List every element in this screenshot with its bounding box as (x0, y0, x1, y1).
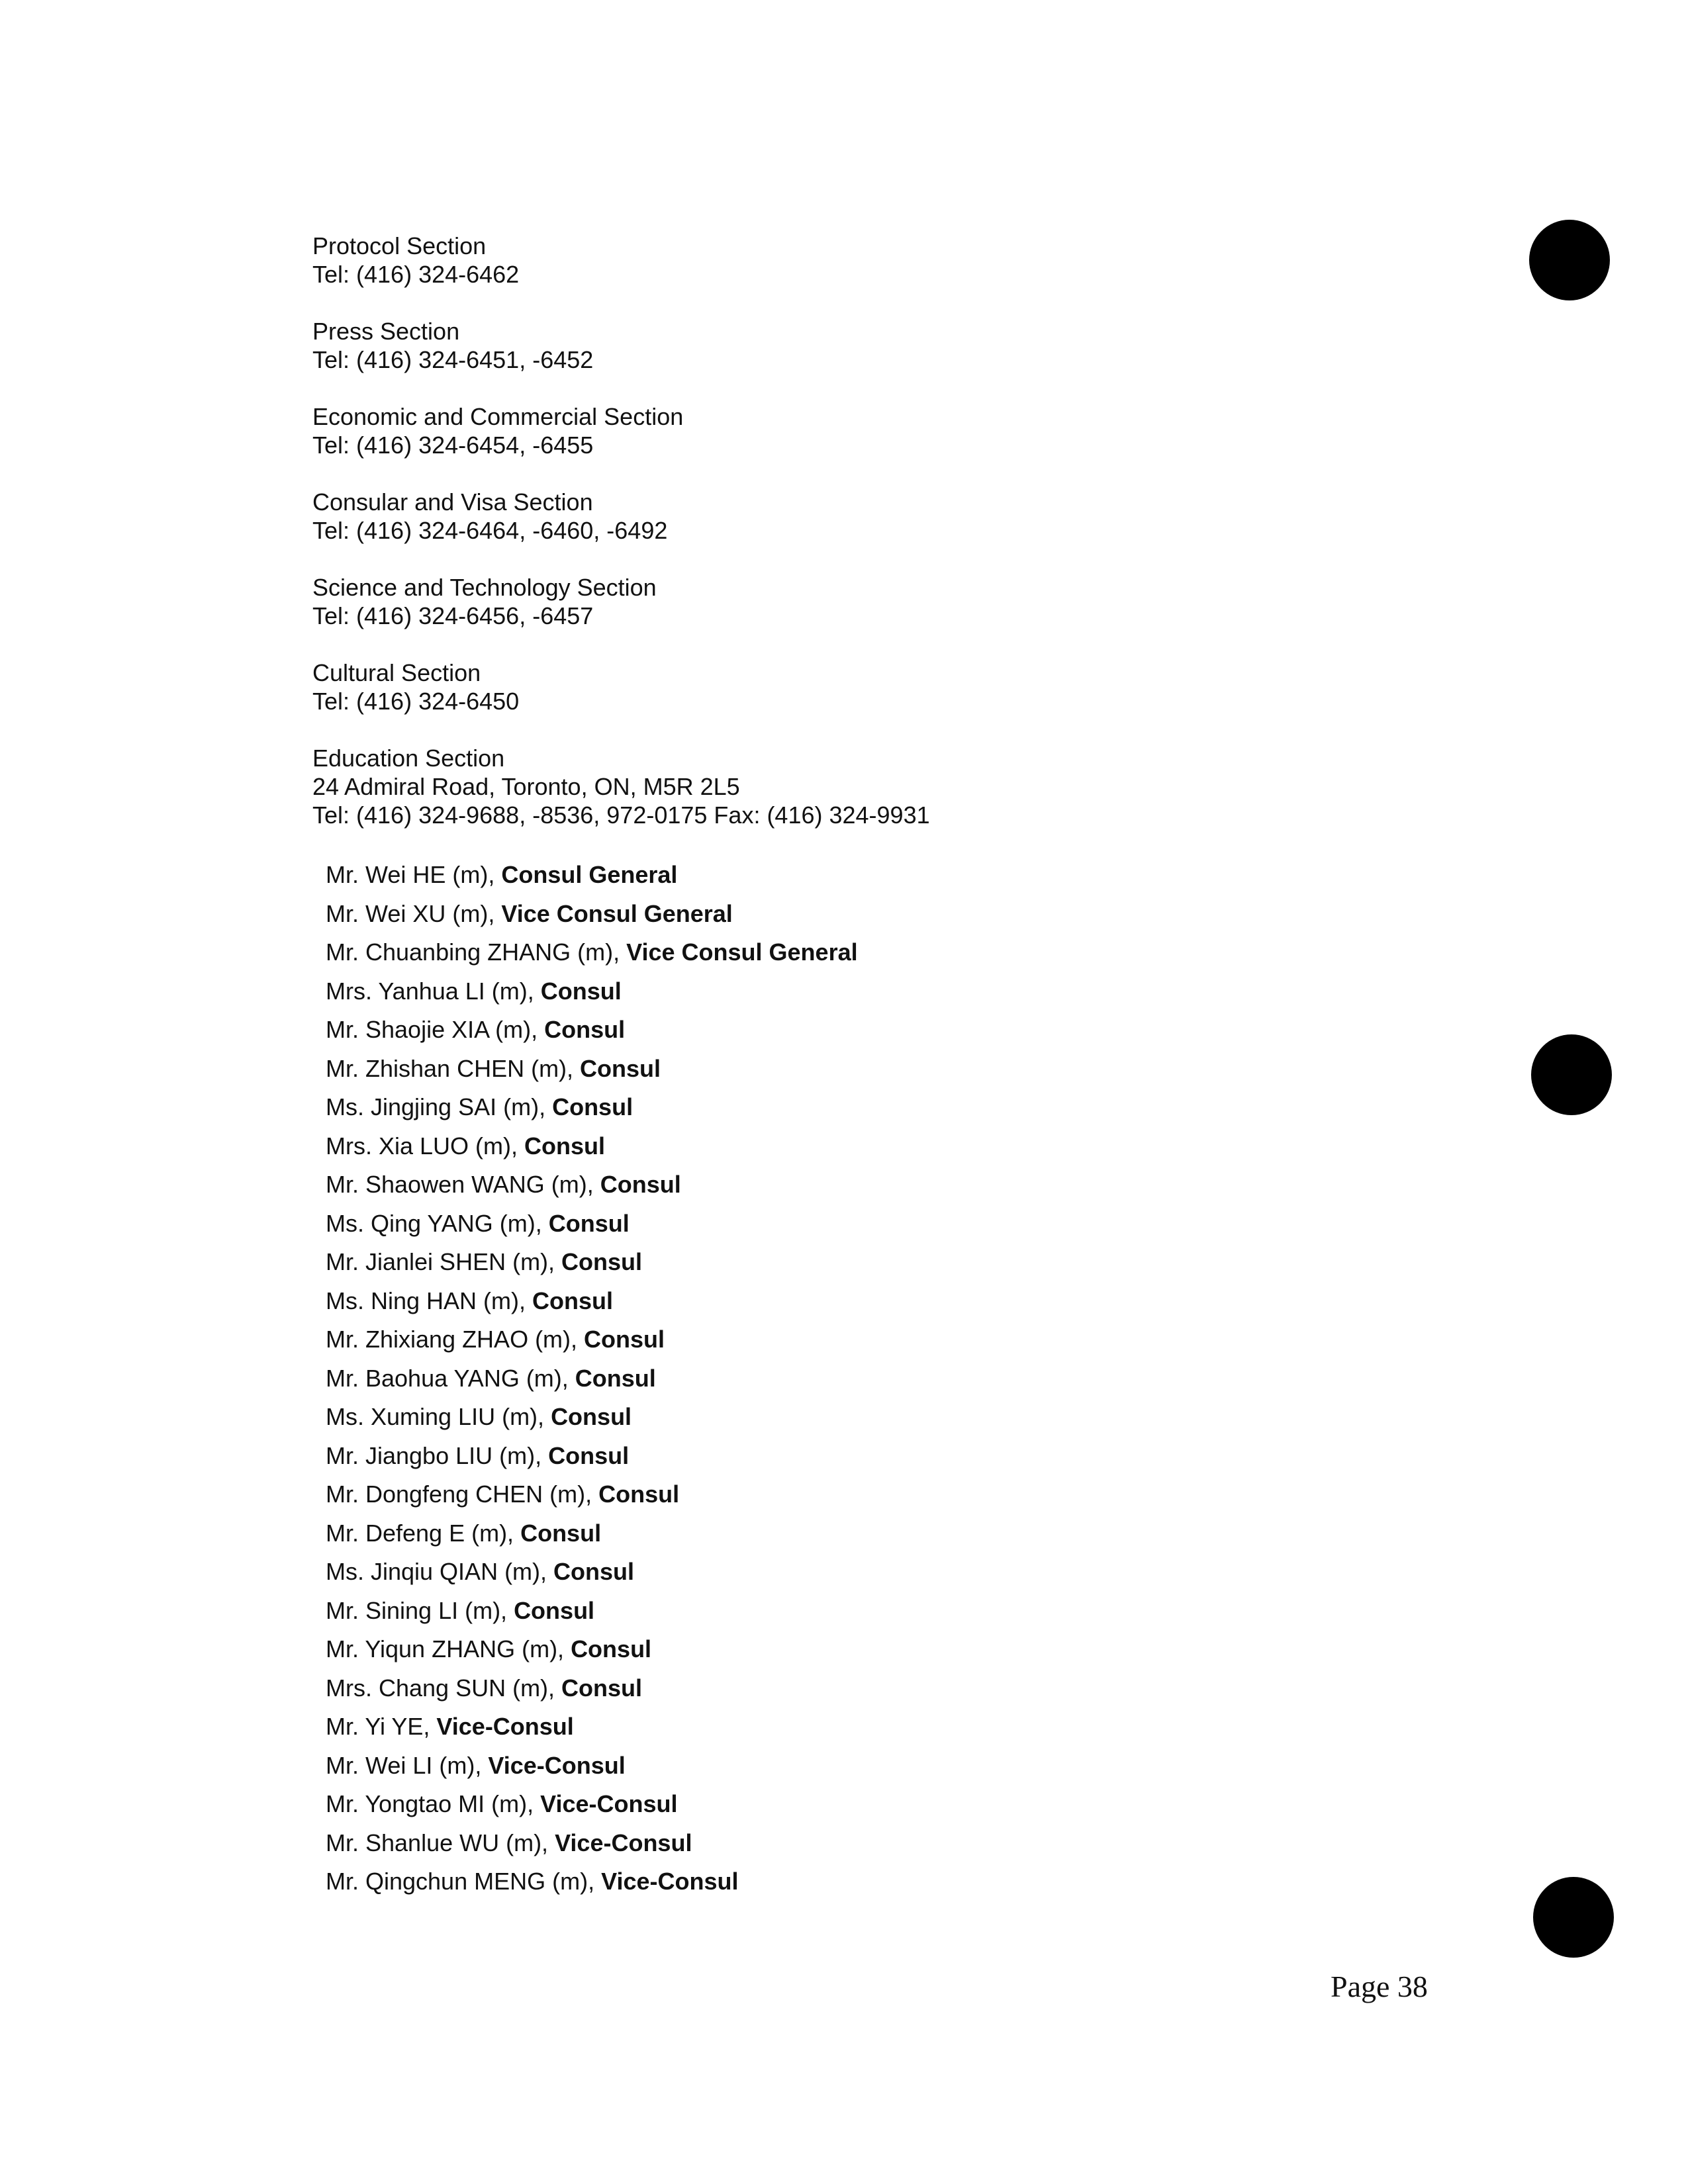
staff-title: Consul (584, 1326, 665, 1353)
cultural-section (312, 659, 1305, 715)
staff-entry (326, 1592, 1319, 1631)
staff-title: Consul (553, 1558, 635, 1585)
page-number: Page 38 (1331, 1970, 1428, 2003)
economic-commercial-section (312, 402, 1305, 459)
staff-name: Mr. Shanlue WU (m), (326, 1829, 555, 1856)
section-name: Consular and Visa Section (312, 488, 593, 516)
staff-name: Mr. Wei LI (m), (326, 1751, 489, 1779)
punch-hole-middle (1531, 1034, 1612, 1115)
section-contact-list (312, 232, 1305, 858)
staff-entry (326, 1475, 1319, 1514)
staff-name: Mrs. Chang SUN (m), (326, 1674, 562, 1702)
staff-entry (326, 1398, 1319, 1437)
staff-entry (326, 1747, 1319, 1786)
section-phone: Tel: (416) 324-6456, -6457 (312, 602, 594, 629)
staff-entry (326, 1669, 1319, 1708)
staff-entry (326, 1088, 1319, 1127)
staff-title: Consul (532, 1287, 614, 1314)
staff-name: Ms. Xuming LIU (m), (326, 1403, 551, 1430)
section-phone: Tel: (416) 324-6462 (312, 261, 520, 288)
staff-title: Vice-Consul (555, 1829, 692, 1856)
staff-name: Mr. Yi YE, (326, 1713, 437, 1740)
staff-name: Ms. Qing YANG (m), (326, 1209, 549, 1237)
staff-entry (326, 1282, 1319, 1321)
section-name: Education Section (312, 745, 505, 772)
press-section (312, 317, 1305, 374)
staff-entry (326, 1127, 1319, 1166)
staff-entry (326, 856, 1319, 895)
consular-visa-section (312, 488, 1305, 545)
staff-title: Consul (548, 1209, 630, 1237)
staff-entry (326, 1514, 1319, 1553)
section-phone: Tel: (416) 324-6464, -6460, -6492 (312, 517, 668, 544)
staff-title: Vice-Consul (488, 1751, 626, 1779)
section-name: Protocol Section (312, 232, 487, 259)
staff-title: Consul (551, 1403, 632, 1430)
staff-entry (326, 1050, 1319, 1089)
staff-title: Consul (561, 1674, 643, 1702)
staff-title: Vice-Consul (436, 1713, 574, 1740)
education-section (312, 744, 1305, 829)
staff-title: Vice-Consul (540, 1790, 678, 1817)
staff-title: Consul (548, 1441, 630, 1469)
staff-entry (326, 1707, 1319, 1747)
staff-entry (326, 1785, 1319, 1824)
staff-title: Consul (580, 1054, 661, 1082)
staff-name: Mr. Shaowen WANG (m), (326, 1171, 600, 1198)
staff-entry (326, 1437, 1319, 1476)
staff-title: Consul (575, 1364, 656, 1392)
section-address: 24 Admiral Road, Toronto, ON, M5R 2L5 (312, 773, 740, 800)
staff-title: Consul (544, 1016, 626, 1043)
staff-name: Ms. Ning HAN (m), (326, 1287, 533, 1314)
staff-entry (326, 1320, 1319, 1359)
staff-entry (326, 972, 1319, 1011)
staff-entry (326, 1824, 1319, 1863)
staff-entry (326, 1011, 1319, 1050)
staff-name: Ms. Jingjing SAI (m), (326, 1093, 553, 1120)
staff-title: Consul (524, 1132, 606, 1160)
staff-name: Mr. Baohua YANG (m), (326, 1364, 575, 1392)
staff-name: Mr. Zhixiang ZHAO (m), (326, 1326, 585, 1353)
staff-title: Consul (520, 1519, 602, 1547)
staff-title: Consul General (501, 861, 678, 888)
staff-name: Mr. Defeng E (m), (326, 1519, 521, 1547)
section-phone: Tel: (416) 324-6454, -6455 (312, 432, 594, 459)
staff-entry (326, 1553, 1319, 1592)
staff-name: Mrs. Yanhua LI (m), (326, 977, 541, 1005)
protocol-section (312, 232, 1305, 289)
section-phone: Tel: (416) 324-6450 (312, 688, 520, 715)
section-phone: Tel: (416) 324-6451, -6452 (312, 346, 594, 373)
staff-name: Mr. Yiqun ZHANG (m), (326, 1635, 571, 1662)
staff-entry (326, 933, 1319, 972)
staff-name: Mr. Wei XU (m), (326, 899, 502, 927)
staff-entry (326, 1359, 1319, 1398)
staff-entry (326, 1862, 1319, 1901)
staff-title: Vice Consul General (501, 899, 733, 927)
punch-hole-top (1529, 220, 1610, 300)
punch-hole-bottom (1533, 1877, 1614, 1958)
staff-name: Mrs. Xia LUO (m), (326, 1132, 525, 1160)
staff-title: Consul (598, 1480, 680, 1508)
staff-title: Consul (561, 1248, 643, 1275)
staff-title: Consul (552, 1093, 633, 1120)
staff-entry (326, 895, 1319, 934)
staff-name: Ms. Jinqiu QIAN (m), (326, 1558, 554, 1585)
staff-entry (326, 1205, 1319, 1244)
staff-name: Mr. Sining LI (m), (326, 1596, 514, 1624)
staff-entry (326, 1165, 1319, 1205)
staff-name: Mr. Qingchun MENG (m), (326, 1868, 602, 1895)
staff-name: Mr. Jianlei SHEN (m), (326, 1248, 562, 1275)
staff-name: Mr. Jiangbo LIU (m), (326, 1441, 549, 1469)
section-name: Press Section (312, 318, 460, 345)
section-phone-fax: Tel: (416) 324-9688, -8536, 972-0175 Fax: (416) 324-9931 (312, 801, 930, 829)
staff-title: Consul (571, 1635, 652, 1662)
section-name: Cultural Section (312, 659, 481, 686)
staff-title: Vice-Consul (601, 1868, 739, 1895)
science-technology-section (312, 573, 1305, 630)
staff-name: Mr. Zhishan CHEN (m), (326, 1054, 581, 1082)
staff-name: Mr. Wei HE (m), (326, 861, 502, 888)
staff-list (326, 856, 1319, 1901)
staff-name: Mr. Chuanbing ZHANG (m), (326, 938, 627, 966)
staff-name: Mr. Dongfeng CHEN (m), (326, 1480, 599, 1508)
section-name: Science and Technology Section (312, 574, 657, 601)
staff-title: Consul (540, 977, 622, 1005)
staff-name: Mr. Shaojie XIA (m), (326, 1016, 545, 1043)
staff-title: Consul (514, 1596, 595, 1624)
staff-title: Consul (600, 1171, 681, 1198)
staff-entry (326, 1243, 1319, 1282)
staff-entry (326, 1630, 1319, 1669)
staff-name: Mr. Yongtao MI (m), (326, 1790, 541, 1817)
staff-title: Vice Consul General (626, 938, 858, 966)
section-name: Economic and Commercial Section (312, 403, 684, 430)
